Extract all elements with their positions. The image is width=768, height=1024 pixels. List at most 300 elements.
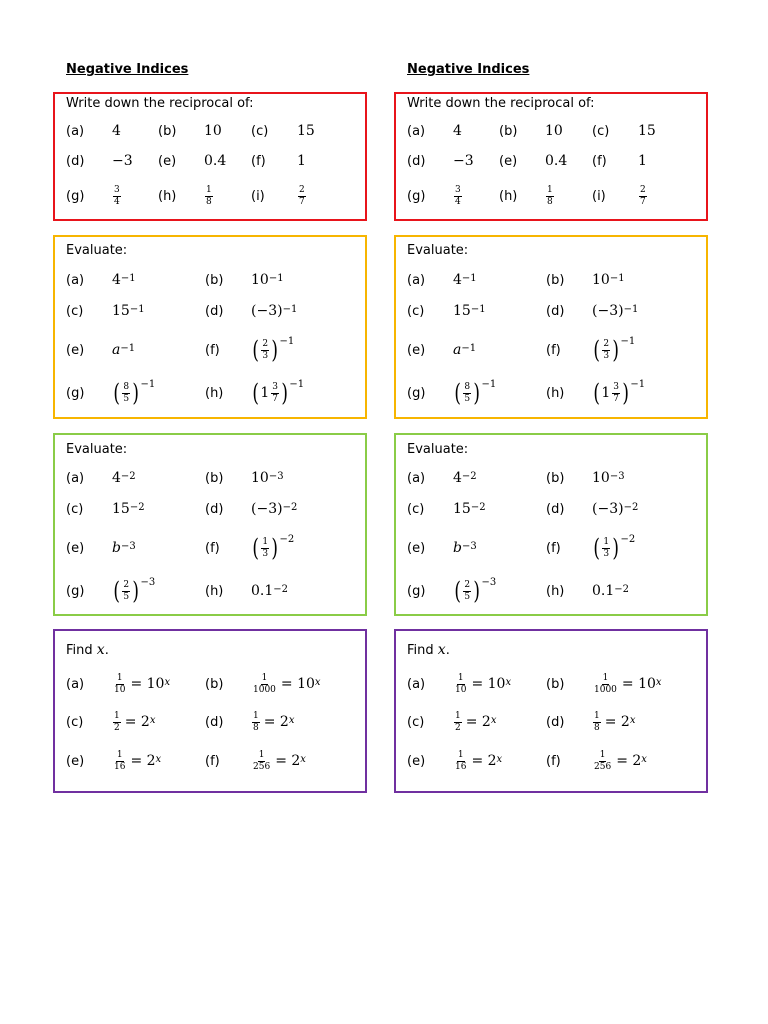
- expression-exponent: −1: [282, 303, 298, 315]
- expression-base: 15: [453, 303, 471, 319]
- expression-base: 10: [592, 272, 610, 288]
- fraction-numerator: 3: [114, 184, 120, 195]
- question-expression: [592, 501, 638, 517]
- expression-rhs: = 2: [604, 714, 630, 730]
- question-item: [158, 149, 226, 173]
- expression-exponent: −1: [481, 379, 497, 390]
- fraction-numerator: 1: [116, 749, 123, 760]
- question-label: (a): [407, 123, 426, 139]
- question-expression: [297, 153, 306, 169]
- fraction-denominator: 10: [455, 684, 467, 695]
- expression-value: −3: [453, 153, 474, 169]
- question-item: [407, 579, 496, 603]
- question-item: [205, 268, 284, 292]
- question-label: (b): [205, 676, 224, 692]
- question-expression: [545, 153, 567, 169]
- fraction-denominator: 8: [253, 722, 259, 733]
- question-expression: [251, 751, 306, 772]
- fraction-numerator: 2: [299, 184, 305, 195]
- fraction-numerator: 1: [455, 710, 461, 721]
- question-item: [205, 299, 297, 323]
- fraction: [252, 751, 271, 772]
- question-expression: [297, 186, 307, 207]
- expression-base: 10: [251, 470, 269, 486]
- question-label: (i): [592, 188, 606, 204]
- question-label: (f): [205, 342, 220, 358]
- question-label: (c): [66, 303, 84, 319]
- box3-box: [53, 433, 367, 616]
- question-expression: [453, 751, 502, 772]
- question-expression: [112, 540, 136, 556]
- question-item: [407, 672, 511, 696]
- question-item: [66, 149, 133, 173]
- question-expression: [112, 470, 136, 486]
- question-label: (d): [205, 303, 224, 319]
- fraction-numerator: 3: [455, 184, 461, 195]
- parenthesized-fraction: [453, 381, 496, 405]
- question-label: (e): [407, 753, 426, 769]
- question-label: (f): [546, 342, 561, 358]
- left-parenthesis: (: [113, 379, 120, 407]
- question-expression: [592, 751, 647, 772]
- question-item: [66, 536, 136, 560]
- question-item: [546, 466, 625, 490]
- fraction: [271, 383, 279, 404]
- question-label: (d): [546, 303, 565, 319]
- parenthesized-fraction: [453, 579, 496, 603]
- question-item: [407, 299, 486, 323]
- question-item: [407, 184, 463, 208]
- expression-exponent: x: [149, 714, 156, 726]
- question-item: [251, 184, 307, 208]
- right-parenthesis: ): [612, 336, 620, 364]
- question-item: [66, 466, 136, 490]
- question-item: [546, 710, 635, 734]
- question-expression: [251, 583, 288, 599]
- mixed-number-whole: 1: [601, 385, 611, 401]
- question-label: (b): [546, 676, 565, 692]
- fraction-denominator: 7: [299, 196, 305, 207]
- question-label: (c): [407, 303, 425, 319]
- question-label: (c): [66, 501, 84, 517]
- expression-exponent: −1: [120, 342, 136, 354]
- question-expression: [592, 583, 629, 599]
- fraction: [463, 383, 471, 404]
- expression-exponent: −1: [289, 379, 305, 390]
- question-expression: [112, 123, 121, 139]
- expression-value: 0.4: [545, 153, 568, 169]
- instruction-text: Find: [66, 643, 97, 658]
- question-item: [407, 710, 496, 734]
- fraction-numerator: 2: [640, 184, 646, 195]
- fraction-numerator: 1: [116, 672, 123, 683]
- question-expression: [251, 381, 304, 405]
- question-label: (g): [66, 385, 85, 401]
- fraction-numerator: 1: [603, 536, 610, 547]
- question-item: [205, 710, 294, 734]
- question-expression: [453, 303, 486, 319]
- question-item: [499, 184, 555, 208]
- question-label: (f): [592, 153, 607, 169]
- fraction: [122, 383, 130, 404]
- question-label: (g): [66, 583, 85, 599]
- expression-exponent: −1: [120, 272, 136, 284]
- question-label: (c): [407, 714, 425, 730]
- question-label: (b): [205, 272, 224, 288]
- expression-rhs: = 10: [471, 676, 506, 692]
- fraction-numerator: 1: [114, 710, 120, 721]
- question-item: [251, 119, 315, 143]
- question-label: (a): [66, 272, 85, 288]
- parenthesized-fraction: [592, 536, 635, 560]
- fraction: [113, 712, 121, 733]
- question-item: [407, 149, 474, 173]
- fraction-denominator: 4: [114, 196, 120, 207]
- expression-exponent: x: [300, 753, 306, 765]
- question-expression: [453, 540, 477, 556]
- question-label: (a): [66, 470, 85, 486]
- question-item: [66, 184, 122, 208]
- question-expression: [251, 303, 297, 319]
- expression-exponent: −1: [623, 303, 639, 315]
- question-expression: [453, 579, 496, 603]
- expression-base: 4: [453, 470, 462, 486]
- right-parenthesis: ): [473, 577, 481, 605]
- question-expression: [112, 751, 161, 772]
- fraction: [454, 712, 462, 733]
- question-item: [407, 536, 477, 560]
- right-parenthesis: ): [612, 534, 620, 562]
- worksheet-heading: Negative Indices: [407, 62, 530, 77]
- fraction: [205, 186, 213, 207]
- question-item: [546, 672, 662, 696]
- question-label: (e): [66, 753, 85, 769]
- expression-rhs: = 2: [465, 714, 491, 730]
- question-label: (b): [546, 272, 565, 288]
- question-expression: [251, 712, 294, 733]
- question-label: (h): [546, 583, 565, 599]
- question-item: [205, 338, 294, 362]
- expression-exponent: −1: [461, 342, 477, 354]
- expression-value: 10: [204, 123, 222, 139]
- fraction: [463, 581, 471, 602]
- question-label: (i): [251, 188, 265, 204]
- question-expression: [112, 272, 136, 288]
- fraction-denominator: 5: [123, 393, 130, 404]
- expression-exponent: x: [505, 676, 512, 688]
- expression-base: b: [453, 540, 462, 556]
- expression-exponent: −3: [481, 577, 497, 588]
- box3-box: [394, 433, 708, 616]
- expression-value: 10: [545, 123, 563, 139]
- right-parenthesis: ): [622, 379, 629, 407]
- fraction-numerator: 2: [464, 579, 471, 590]
- question-expression: [638, 153, 647, 169]
- expression-base: 15: [112, 303, 130, 319]
- expression-exponent: x: [655, 676, 662, 688]
- fraction-numerator: 1: [599, 749, 606, 760]
- fraction: [298, 186, 306, 207]
- fraction-numerator: 1: [261, 672, 268, 683]
- fraction: [113, 751, 126, 772]
- fraction-numerator: 8: [123, 381, 130, 392]
- question-label: (d): [205, 501, 224, 517]
- question-item: [205, 749, 306, 773]
- box1-box: [394, 92, 708, 221]
- question-item: [66, 381, 155, 405]
- fraction-denominator: 7: [613, 393, 620, 404]
- fraction: [593, 712, 601, 733]
- question-item: [205, 536, 294, 560]
- question-expression: [453, 470, 477, 486]
- fraction-numerator: 1: [258, 749, 265, 760]
- parenthesized-fraction: [251, 536, 294, 560]
- question-item: [407, 466, 477, 490]
- expression-exponent: −3: [268, 470, 284, 482]
- fraction-numerator: 1: [253, 710, 259, 721]
- fraction: [602, 340, 610, 361]
- box1-box: [53, 92, 367, 221]
- fraction-denominator: 3: [262, 548, 269, 559]
- parenthesized-fraction: [112, 579, 155, 603]
- question-expression: [453, 712, 496, 733]
- worksheet-column-right: [394, 62, 708, 793]
- expression-rhs: = 2: [130, 753, 156, 769]
- question-label: (f): [546, 753, 561, 769]
- question-label: (e): [407, 540, 426, 556]
- question-label: (e): [158, 153, 177, 169]
- question-label: (h): [158, 188, 177, 204]
- fraction: [639, 186, 647, 207]
- question-label: (a): [66, 676, 85, 692]
- expression-value: −3: [112, 153, 133, 169]
- expression-base: (−3): [592, 303, 624, 319]
- expression-exponent: −2: [614, 583, 630, 595]
- question-item: [66, 672, 170, 696]
- question-label: (d): [546, 714, 565, 730]
- expression-value: 15: [297, 123, 315, 139]
- question-expression: [112, 153, 133, 169]
- question-label: (c): [407, 501, 425, 517]
- expression-exponent: x: [629, 714, 636, 726]
- fraction-denominator: 5: [464, 393, 471, 404]
- expression-exponent: −2: [129, 501, 145, 513]
- parenthesized-fraction: [112, 381, 155, 405]
- fraction-numerator: 2: [123, 579, 130, 590]
- left-parenthesis: (: [593, 379, 600, 407]
- fraction: [454, 674, 467, 695]
- question-label: (e): [66, 342, 85, 358]
- fraction-denominator: 3: [603, 548, 610, 559]
- fraction-denominator: 16: [114, 761, 126, 772]
- question-item: [499, 119, 563, 143]
- fraction-denominator: 8: [547, 196, 553, 207]
- fraction-denominator: 8: [594, 722, 600, 733]
- fraction: [261, 340, 269, 361]
- question-expression: [112, 186, 122, 207]
- question-expression: [638, 123, 656, 139]
- question-label: (d): [407, 153, 426, 169]
- left-parenthesis: (: [252, 336, 259, 364]
- instruction-punctuation: .: [104, 643, 109, 658]
- expression-exponent: x: [490, 714, 497, 726]
- question-item: [592, 184, 648, 208]
- fraction-numerator: 1: [457, 672, 464, 683]
- expression-base: (−3): [251, 303, 283, 319]
- expression-rhs: = 10: [621, 676, 656, 692]
- left-parenthesis: (: [454, 379, 461, 407]
- expression-base: 10: [251, 272, 269, 288]
- fraction: [546, 186, 554, 207]
- question-item: [66, 710, 155, 734]
- expression-exponent: x: [641, 753, 647, 765]
- fraction: [261, 538, 269, 559]
- parenthesized-fraction: [251, 381, 304, 405]
- question-expression: [453, 153, 474, 169]
- expression-exponent: −1: [279, 336, 295, 347]
- question-label: (b): [205, 470, 224, 486]
- fraction-denominator: 3: [603, 350, 610, 361]
- fraction: [252, 712, 260, 733]
- fraction-numerator: 1: [594, 710, 600, 721]
- expression-value: 1: [638, 153, 647, 169]
- question-label: (h): [205, 385, 224, 401]
- question-label: (f): [251, 153, 266, 169]
- expression-exponent: x: [164, 676, 171, 688]
- question-expression: [251, 501, 297, 517]
- box-instruction: Write down the reciprocal of:: [66, 96, 254, 111]
- question-item: [546, 299, 638, 323]
- fraction-denominator: 3: [262, 350, 269, 361]
- expression-base: b: [112, 540, 121, 556]
- box-instruction: Evaluate:: [407, 442, 469, 457]
- question-expression: [453, 342, 476, 358]
- expression-base: a: [112, 342, 121, 358]
- expression-value: 4: [112, 123, 121, 139]
- right-parenthesis: ): [271, 534, 279, 562]
- question-expression: [592, 272, 625, 288]
- question-item: [66, 749, 161, 773]
- question-label: (f): [205, 540, 220, 556]
- expression-rhs: = 2: [616, 753, 642, 769]
- question-label: (d): [205, 714, 224, 730]
- fraction: [113, 186, 121, 207]
- question-expression: [592, 338, 635, 362]
- question-item: [205, 672, 321, 696]
- question-item: [546, 338, 635, 362]
- expression-value: 15: [638, 123, 656, 139]
- expression-exponent: −1: [630, 379, 646, 390]
- question-item: [66, 119, 121, 143]
- question-item: [407, 497, 486, 521]
- question-expression: [592, 674, 662, 695]
- question-item: [407, 268, 477, 292]
- question-label: (b): [158, 123, 177, 139]
- question-item: [205, 579, 288, 603]
- expression-rhs: = 2: [471, 753, 497, 769]
- question-expression: [545, 123, 563, 139]
- expression-value: 4: [453, 123, 462, 139]
- question-label: (f): [205, 753, 220, 769]
- question-item: [66, 268, 136, 292]
- fraction-denominator: 7: [272, 393, 279, 404]
- question-expression: [453, 186, 463, 207]
- box2-box: [394, 235, 708, 419]
- question-item: [407, 381, 496, 405]
- expression-exponent: −1: [470, 303, 486, 315]
- right-parenthesis: ): [281, 379, 288, 407]
- question-item: [546, 536, 635, 560]
- fraction: [593, 751, 612, 772]
- expression-exponent: −1: [461, 272, 477, 284]
- parenthesized-fraction: [592, 381, 645, 405]
- question-item: [205, 466, 284, 490]
- parenthesized-fraction: [251, 338, 294, 362]
- question-label: (h): [546, 385, 565, 401]
- question-expression: [453, 501, 486, 517]
- question-label: (b): [499, 123, 518, 139]
- question-label: (e): [66, 540, 85, 556]
- expression-value: 0.4: [204, 153, 227, 169]
- box-instruction: Evaluate:: [407, 243, 469, 258]
- question-expression: [453, 272, 477, 288]
- question-item: [407, 338, 476, 362]
- right-parenthesis: ): [132, 577, 140, 605]
- question-expression: [112, 501, 145, 517]
- expression-exponent: x: [314, 676, 321, 688]
- right-parenthesis: ): [473, 379, 481, 407]
- question-expression: [297, 123, 315, 139]
- expression-base: 0.1: [251, 583, 274, 599]
- expression-exponent: −2: [620, 534, 636, 545]
- expression-rhs: = 2: [275, 753, 301, 769]
- question-expression: [453, 123, 462, 139]
- expression-base: (−3): [251, 501, 283, 517]
- fraction: [454, 751, 467, 772]
- question-label: (e): [499, 153, 518, 169]
- expression-exponent: −1: [129, 303, 145, 315]
- question-item: [546, 579, 629, 603]
- fraction-denominator: 8: [206, 196, 212, 207]
- expression-exponent: −1: [620, 336, 636, 347]
- box-instruction: Evaluate:: [66, 442, 128, 457]
- left-parenthesis: (: [252, 379, 259, 407]
- question-expression: [638, 186, 648, 207]
- fraction-denominator: 5: [123, 591, 130, 602]
- question-label: (h): [205, 583, 224, 599]
- question-expression: [592, 470, 625, 486]
- question-label: (a): [407, 676, 426, 692]
- expression-exponent: −1: [609, 272, 625, 284]
- fraction-numerator: 8: [464, 381, 471, 392]
- question-item: [499, 149, 567, 173]
- question-label: (c): [592, 123, 610, 139]
- question-expression: [592, 712, 635, 733]
- expression-exponent: x: [496, 753, 503, 765]
- fraction-denominator: 1000: [253, 684, 276, 695]
- question-label: (c): [66, 714, 84, 730]
- fraction-numerator: 1: [206, 184, 212, 195]
- question-item: [546, 268, 625, 292]
- expression-exponent: −2: [282, 501, 298, 513]
- box4-box: [394, 629, 708, 793]
- expression-base: 4: [112, 272, 121, 288]
- fraction-numerator: 1: [602, 672, 609, 683]
- expression-base: 15: [112, 501, 130, 517]
- fraction-denominator: 2: [455, 722, 461, 733]
- expression-base: 4: [112, 470, 121, 486]
- fraction: [593, 674, 618, 695]
